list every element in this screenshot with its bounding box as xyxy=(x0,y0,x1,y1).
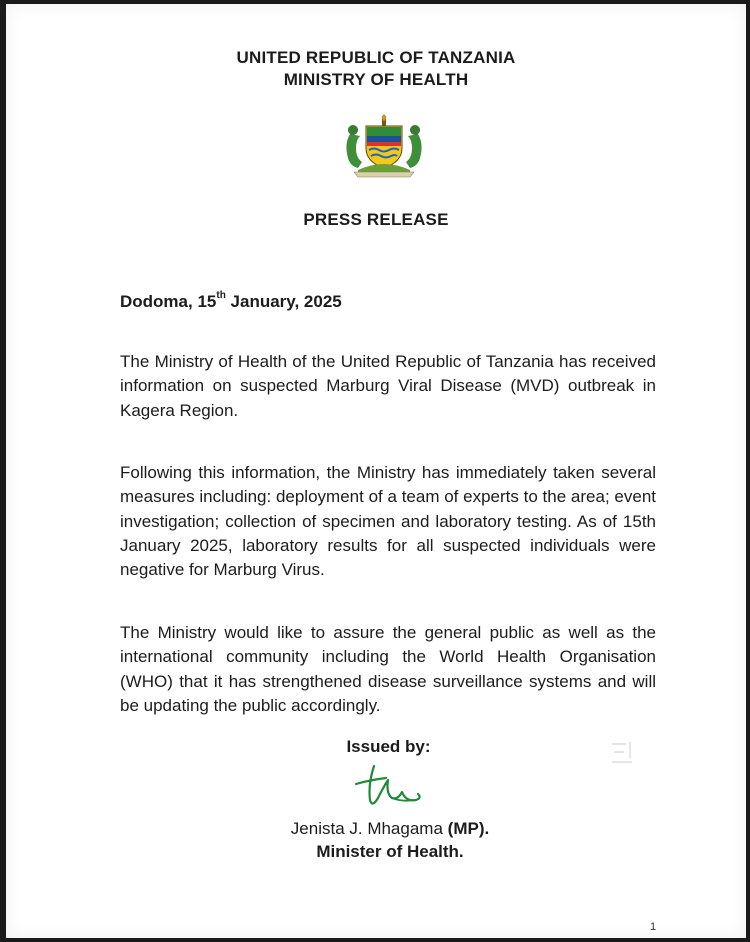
bleed-through-mark xyxy=(606,734,646,774)
signer-name: Jenista J. Mhagama (MP). xyxy=(290,819,490,838)
dateline: Dodoma, 15th January, 2025 xyxy=(120,290,342,311)
paragraph-announcement: The Ministry of Health of the United Republic of Tanzania has received information on suspected Marburg Viral Disease (MVD) outbreak in Kagera Region. xyxy=(120,352,656,420)
coat-of-arms-icon xyxy=(336,114,432,178)
header-ministry: MINISTRY OF HEALTH xyxy=(283,70,469,89)
signer-role: Minister of Health. xyxy=(316,842,464,861)
page-number: 1 xyxy=(650,921,657,933)
paragraph-assurance: The Ministry would like to assure the general public as well as the international community including the World Health Organisation (WHO) that it has strengthened disease surveillance systems and will be updating the public accordingly. xyxy=(120,623,656,715)
document-page xyxy=(6,4,746,938)
handwritten-signature-icon xyxy=(352,758,436,814)
press-release-title: PRESS RELEASE xyxy=(303,210,449,229)
header-country: UNITED REPUBLIC OF TANZANIA xyxy=(236,48,516,67)
issued-by-label: Issued by: xyxy=(346,737,431,756)
paragraph-measures: Following this information, the Ministry has immediately taken several measures including: deployment of a team of experts to the area; event investigation; collection of specimen and laboratory testing. As of 15th January 2025, laboratory results for all suspected individuals were negative for Marburg Virus. xyxy=(120,463,656,580)
